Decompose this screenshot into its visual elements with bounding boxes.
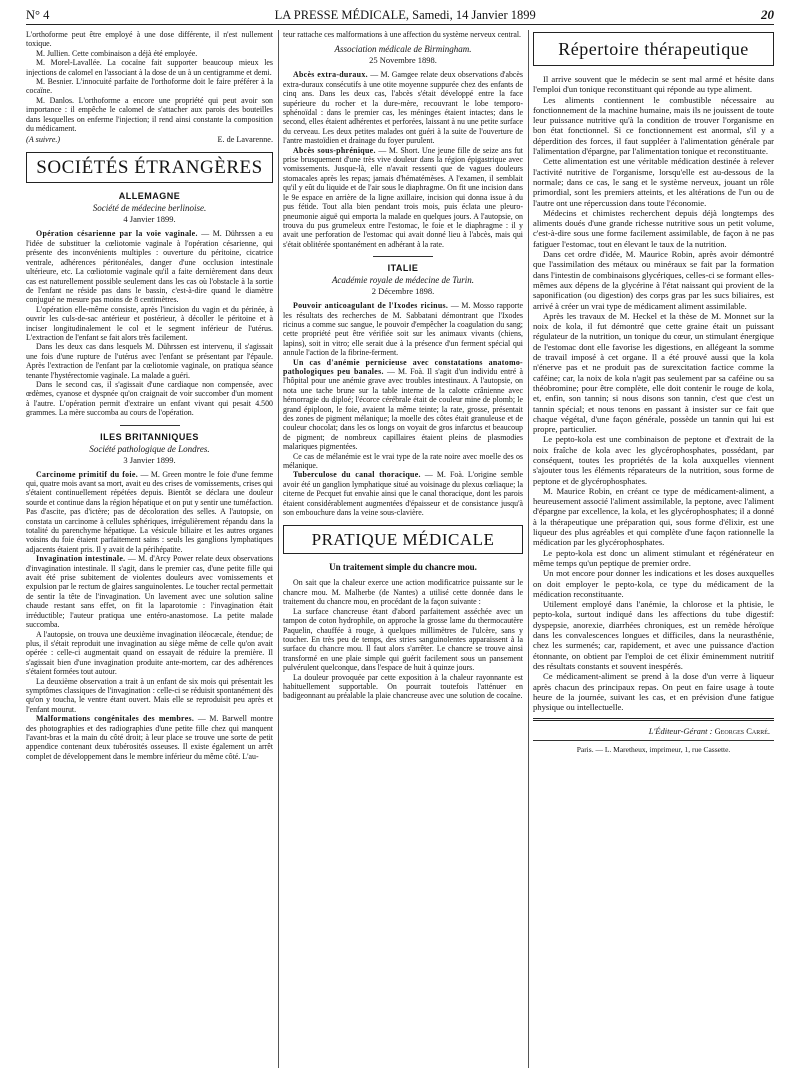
paragraph: teur rattache ces malformations à une affection du système nerveux central.	[283, 30, 522, 39]
paragraph: Ce cas de mélanémie est le vrai type de la rate noire avec moelle des os mélanique.	[283, 451, 523, 471]
column-right	[533, 30, 774, 1074]
paragraph: Médecins et chimistes recherchent depuis déjà longtemps des aliments doués d'une grande richesse nutritive sous un petit volume, c'est-à-dire sous une forme facilement assimilable, de façon à ne pas fatiguer l'estomac, tout en élevant le taux de la nutrition.	[533, 207, 774, 249]
paragraph: Le pepto-kola est donc un aliment stimulant et régénérateur en même temps qu'un peptique de premier ordre.	[533, 547, 774, 568]
section-title: Répertoire thérapeutique	[533, 32, 774, 66]
paragraph: Dans les deux cas dans lesquels M. Dührssen est intervenu, il s'agissait une fois d'une rupture de l'utérus avec l'enfant se présentant par l'épaule. Après l'extraction de l'enfant par la cœliotomie vaginale, on pratiqua séance tenante l'hystérectomie vaginale. La malade a guéri.	[26, 342, 273, 380]
paragraph: M. Maurice Robin, en créant ce type de médicament-aliment, a heureusement associé l'aliment assimilable, la peptone, avec l'aliment d'épargne par excellence, la kola, et les glycérophosphates; il a donné à la thérapeutique une préparation qui, sous forme d'élixir, est une liqueur des plus agréables et qui complète d'une façon rationnelle la médication par les glycérophosphates.	[533, 485, 774, 548]
country-heading: ILES BRITANNIQUES	[100, 431, 199, 442]
article-title: Carcinome primitif du foie.	[36, 469, 138, 479]
paragraph: La deuxième observation a trait à un enfant de six mois qui présentait les symptômes classiques de l'invagination : celle-ci se réduisit spontanément dès qu'on y toucha, le ventre étant ouvert. Mais elle se reproduisit peu après et l'enfant mourut.	[26, 676, 273, 714]
paragraph: M. Jullien. Cette combinaison a déjà été employée.	[36, 48, 198, 58]
author-signature: E. de Lavarenne.	[217, 135, 273, 145]
paragraph: M. Morel-Lavallée. La cocaïne fait supporter beaucoup mieux les injections de calomel en l'associant à la dose de un à un centigramme et demi.	[26, 58, 273, 77]
paragraph: La douleur provoquée par cette exposition à la chaleur rayonnante est habituellement supportable. On pourrait toutefois l'atténuer en badigeonnant au préalable la plaie chancreuse avec une solution de cocaïne.	[283, 672, 523, 701]
publisher-name: Georges Carré.	[714, 726, 770, 737]
paragraph: Le pepto-kola est une combinaison de peptone et d'extrait de la noix fraîche de kola avec les glycérophosphates, possédant, par conséquent, toutes les propriétés de la kola auxquelles viennent s'ajouter tous les éléments réparateurs de la nutrition, sous forme de peptone et de glycérophosphates.	[533, 434, 774, 486]
society-name: Académie royale de médecine de Turin.	[331, 275, 475, 286]
publisher-credit: L'Éditeur-Gérant : Georges Carré.	[648, 726, 770, 737]
paragraph: Malformations congénitales des membres. — M. Barwell montre des photographies et des radiographies d'une petite fille chez qui manquent l'avant-bras et la main du côté droit; à leur place se trouve une sorte de petit appendice contenant deux tubérosités osseuses. Il existe également un arrêt complet de développement dans le membre inférieur du même côté. L'au-	[26, 714, 273, 761]
paragraph: A l'autopsie, on trouva une deuxième invagination iléocæcale, étendue; de plus, il s'était reproduit une invagination au siège même de celle qu'on avait opérée : celle-ci augmentait quand on essayait de réduire la première. Il s'agissait bien d'une invagination produite ante-mortem, car des adhérences s'étaient formées tout autour.	[26, 629, 273, 677]
paragraph: Il arrive souvent que le médecin se sent mal armé et hésite dans l'emploi d'un tonique reconstituant qui réponde au type aliment.	[533, 74, 774, 95]
paragraph: M. Besnier. L'innocuité parfaite de l'orthoforme doit le faire préférer à la cocaïne.	[26, 77, 273, 96]
meeting-date: 2 Décembre 1898.	[371, 286, 435, 297]
paragraph: M. Danlos. L'orthoforme a encore une propriété qui peut avoir son importance : il empêche le calomel de s'attacher aux parois des bouteilles dans lesquelles on enferme l'injection; il rend ainsi constante la composition du médicament.	[26, 95, 273, 134]
printer-line: Paris. — L. Maretheux, imprimeur, 1, rue Cassette.	[533, 740, 774, 754]
column-rule	[528, 30, 529, 1068]
paragraph: L'opération elle-même consiste, après l'incision du vagin et du périnée, à ouvrir les culs-de-sac antérieur et postérieur, à décoller le péritoine et à inciser longitudinalement le col et le segment inférieur de l'utérus. L'extraction de l'enfant se fait alors très facilement.	[26, 304, 273, 342]
society-name: Association médicale de Birmingham.	[334, 44, 472, 55]
paragraph: Un cas d'anémie pernicieuse avec constatations anatomo-pathologiques peu banales. — M. Foà. Il s'agit d'un individu entré à l'hôpital pour une anémie grave avec troubles intestinaux. A l'autopsie, on nota une tache brune sur la table interne de la calotte crânienne avec hémorragie du diploé; l'écorce cérébrale était de couleur mine de plomb; le grand épiploon, le foie, avaient la même teinte; la rate, grosse, présentait des zones de pigment mélanique; la moelle des côtes était granuleuse et de couleur chocolat; dans les os longs on voyait de gros infarctus et beaucoup de pigment; de nombreux capillaires étaient pleins de plasmodies malariques pigmentées.	[283, 357, 523, 452]
article-title: Abcès sous-phrénique.	[293, 145, 376, 155]
column-rule	[278, 30, 279, 1068]
paragraph: Invagination intestinale. — M. d'Arcy Power relate deux observations d'invagination intestinale. Il s'agit, dans le premier cas, d'une petite fille qui avait été prise subitement de violentes douleurs avec vomissements et expulsion par le rectum de glaires sanguinolentes. Le toucher rectal permettait de sentir la tête de l'invagination. Un lavement avec une solution saline chaude restant sans effet, on fit la laparotomie : l'invagination était irréductible; l'auteur pratiqua une entéro-anastomose. La petite malade succomba.	[26, 554, 273, 630]
section-title: PRATIQUE MÉDICALE	[283, 525, 523, 554]
footer-rule	[533, 718, 774, 721]
page-number: 20	[760, 7, 774, 22]
paragraph: Opération césarienne par la voie vaginale. — M. Dührssen a eu l'idée de substituer la cœliotomie vaginale à l'opération césarienne, qui présente des inconvénients multiples : ouverture du péritoine, cicatrice ventrale, adhérences péritonéales, danger d'une occlusion intestinale ultérieure, etc. La cœliotomie vaginale qu'il a faite dernièrement dans deux cas est naturellement possible seulement dans les cas où l'obstacle à la sortie de l'enfant ne réside pas dans le bassin, c'est-à-dire quand le diamètre conjugué ne mesure pas moins de 8 centimètres.	[26, 229, 273, 305]
meeting-date: 25 Novembre 1898.	[369, 55, 437, 66]
article-title: Tuberculose du canal thoracique.	[293, 470, 421, 480]
article-title: Pouvoir anticoagulant de l'Ixodes ricinus.	[293, 301, 449, 311]
paragraph: Dans cet ordre d'idée, M. Maurice Robin, après avoir démontré que l'assimilation des métaux ou minéraux se fait par la formation dans l'intestin de combinaisons glycériques, celles-ci se formant elles-mêmes aux dépens de la glycérine à l'état naissant qui provient de la saponification (ou digestion) des corps gras par les sucs biliaires, est arrivé à créer un vrai type de médicament aliment assimilable.	[533, 249, 774, 311]
column-left	[26, 30, 273, 1074]
paragraph: Tuberculose du canal thoracique. — M. Foà. L'origine semble avoir été un ganglion lymphatique situé au voisinage du plexus cœliaque; la citerne de Pecquet fut envahie ainsi que le canal thoracique, dont les parois étaient considérablement augmentées d'épaisseur et de consistance jusqu'à son embouchure dans la veine sous-clavière.	[283, 470, 523, 518]
paragraph: Carcinome primitif du foie. — M. Green montre le foie d'une femme qui, quatre mois avant sa mort, avait eu des crises de vomissements, crises qui s'étaient continuellement répétées depuis. Bientôt se déclara une douleur sourde et continue dans la région hépatique et on put y sentir une tuméfaction. Pas d'ascite, pas d'ictère; pas de décoloration des selles. A l'autopsie, on constata un carcinome à cellules sphériques, irrégulièrement répandu dans la totalité du parenchyme hépatique. La vésicule biliaire et les autres organes voisins du foie étaient parfaitement sains : seuls les ganglions lymphatiques adjacents étaient pris. Il y avait de la périhépatite.	[26, 469, 273, 554]
paragraph: Ce médicament-aliment se prend à la dose d'un verre à liqueur après chacun des principaux repas. On peut en faire usage à toute heure de la journée, suivant les cas, et en prévision d'une fatigue physique ou intellectuelle.	[533, 671, 774, 713]
signature-line	[26, 135, 273, 144]
separator	[373, 256, 433, 257]
paragraph: La surface chancreuse étant d'abord parfaitement asséchée avec un tampon de coton hydrophile, on approche la grosse lame du thermocautère Paquelin, chauffée à rouge, à quelques millimètres de l'ulcère, sans y toucher. En très peu de temps, des stries sanguinolentes apparaissent à la surface du chancre mou. Il faut alors s'arrêter. Le chancre se trouve ainsi transformé en une plaie simple qui guérit facilement sous un pansement pulvérulent quelconque, dans l'espace de huit à quinze jours.	[283, 606, 523, 673]
society-name: Société de médecine berlinoise.	[92, 203, 207, 214]
paragraph: Un mot encore pour donner les indications et les doses auxquelles on doit employer le pepto-kola, ce type du médicament de la médication reconstituante.	[533, 568, 774, 599]
paragraph: Après les travaux de M. Heckel et la thèse de M. Monnet sur la noix de kola, il fut démontré que cette graine était un puissant régulateur de la nutrition, un tonique du cœur, un stimulant énergique de l'estomac dont elle favorise les digestions, en allégeant la somme de travail imposé à cet organe. Il a été prouvé aussi que la kola n'énerve pas et ne produit pas de surexcitation factice comme la caféine; car, la noix de kola n'agit pas seulement par sa caféine ou sa théobromine; pour être complète, elle doit contenir le rouge de kola, et, enfin, son tannin; si nous disons son tannin, c'est que c'est un tannin spécial; et nous tenons en passant à insister sur ce fait que chaque végétal, d'une façon générale, possède un tannin qui lui est propre, particulier.	[533, 310, 774, 435]
article-title: Un cas d'anémie pernicieuse avec constatations anatomo-pathologiques peu banales.	[283, 357, 523, 376]
masthead	[26, 4, 774, 26]
article-title: Opération césarienne par la voie vaginale.	[36, 229, 198, 239]
article-title: Invagination intestinale.	[36, 554, 126, 564]
article-title: Abcès extra-duraux.	[293, 70, 368, 80]
issue-number: N° 4	[26, 7, 50, 22]
section-title: SOCIÉTÉS ÉTRANGÈRES	[26, 152, 273, 183]
paragraph: Pouvoir anticoagulant de l'Ixodes ricinus. — M. Mosso rapporte les résultats des recherches de M. Sabbatani démontrant que l'Ixodes ricinus a comme suc sangue, le pouvoir d'empêcher la coagulation du sang; cette propriété peut être vérifiée soit sur les animaux vivants (chiens, lapins), soit in vitro; elle serait due à la présence d'un ferment spécial qui annule l'action de la fibrine-ferment.	[283, 301, 523, 358]
paragraph: L'orthoforme peut être employé à une dose différente, il n'est nullement toxique.	[26, 30, 273, 49]
meeting-date: 4 Janvier 1899.	[123, 214, 176, 225]
society-name: Société pathologique de Londres.	[89, 443, 210, 454]
country-heading: ITALIE	[387, 263, 419, 274]
to-be-continued: (A suivre.)	[26, 135, 61, 145]
paragraph: Cette alimentation est une véritable médication destinée à relever l'activité nutritive de l'organisme, lorsqu'elle est au-dessous de la normale; dans ce cas, le sang et le système nerveux, jouant un rôle primordial, sont les premiers atteints, et les altérations de l'un ou de l'autre ont une répercussion dans toute l'économie.	[533, 156, 774, 208]
paragraph: Les aliments contiennent le combustible nécessaire au fonctionnement de la machine humaine, mais ils ne jouissent de toute leur puissance nutritive qu'à la condition de trouver l'organisme en bon état fonctionnel. Si ce fonctionnement est anormal, s'il y a déperdition des forces, il faut suppléer à l'alimentation générale par l'alimentation d'épargne, par l'alimentation tonique et reconstituante.	[533, 94, 774, 157]
header-rule	[26, 24, 774, 25]
article-heading: Un traitement simple du chancre mou.	[329, 562, 477, 573]
paragraph: Dans le second cas, il s'agissait d'une cardiaque non compensée, avec œdèmes, cyanose et dyspnée qu'on craignait de voir succomber d'un moment à l'autre. L'opération permit d'extraire un enfant vivant qui pesait 4.500 grammes. La mère succomba au cours de l'opération.	[26, 379, 273, 418]
paragraph: On sait que la chaleur exerce une action modificatrice puissante sur le chancre mou. M. Malherbe (de Nantes) a utilisé cette donnée dans le traitement du chancre mou, en procédant de la façon suivante :	[283, 578, 523, 607]
column-middle	[283, 30, 523, 1074]
article-title: Malformations congénitales des membres.	[36, 714, 195, 724]
paragraph: Utilement employé dans l'anémie, la chlorose et la phtisie, le pepto-kola, surtout indiqué dans les affections du tube digestif: dyspepsie, anorexie, diarrhées chroniques, est un remède héroïque dans les convalescences longues et difficiles, dans la neurasthénie, chez les surmenés; car, rapidement, et avec une puissance d'action étonnante, on obtient par l'emploi de cet élixir éminemment nutritif des résultats constants et souvent inespérés.	[533, 599, 774, 671]
paragraph: Abcès sous-phrénique. — M. Short. Une jeune fille de seize ans fut prise brusquement d'une très vive douleur dans la région épigastrique avec vomissements. Jusque-là, elle n'avait ressenti que de vagues douleurs stomacales après les repas; jamais d'hématémèses. A l'examen, il semblait qu'il y eût du liquide et de l'air sous le diaphragme. On fit une incision dans le 9e espace en arrière de la ligne axillaire, incision qui donna issue à du pus fétide. Tout alla bien pendant trois mois, puis éclata une pleuro-pneumonie aiguë qui emporta la malade en quelques jours. A l'autopsie, on trouva du pus grumeleux entre l'estomac, le foie et le diaphragme : il y avait une perforation de l'estomac qui avait donné lieu à l'abcès, mais qui s'était oblitérée spontanément en adhérant à la rate.	[283, 145, 523, 249]
journal-title: LA PRESSE MÉDICALE, Samedi, 14 Janvier 1899	[274, 7, 536, 22]
separator	[120, 425, 180, 426]
country-heading: ALLEMAGNE	[118, 191, 181, 202]
meeting-date: 3 Janvier 1899.	[123, 454, 176, 465]
paragraph: Abcès extra-duraux. — M. Gamgee relate deux observations d'abcès extra-duraux consécutifs à une otite moyenne suppurée chez des enfants de cinq ans. Dans les deux cas, l'abcès s'était développé entre la face supérieure du rocher et la dure-mère, recouvrant le lobe temporo-sphénoïdal : dans le premier cas, les méninges étaient intactes; dans le second, elles étaient adhérentes et perforées, laissant à nu une petite surface du cerveau. Les deux petites malades ont guéri à la suite de l'ouverture de l'antre mastoïdien et drainage du foyer purulent.	[283, 70, 523, 146]
